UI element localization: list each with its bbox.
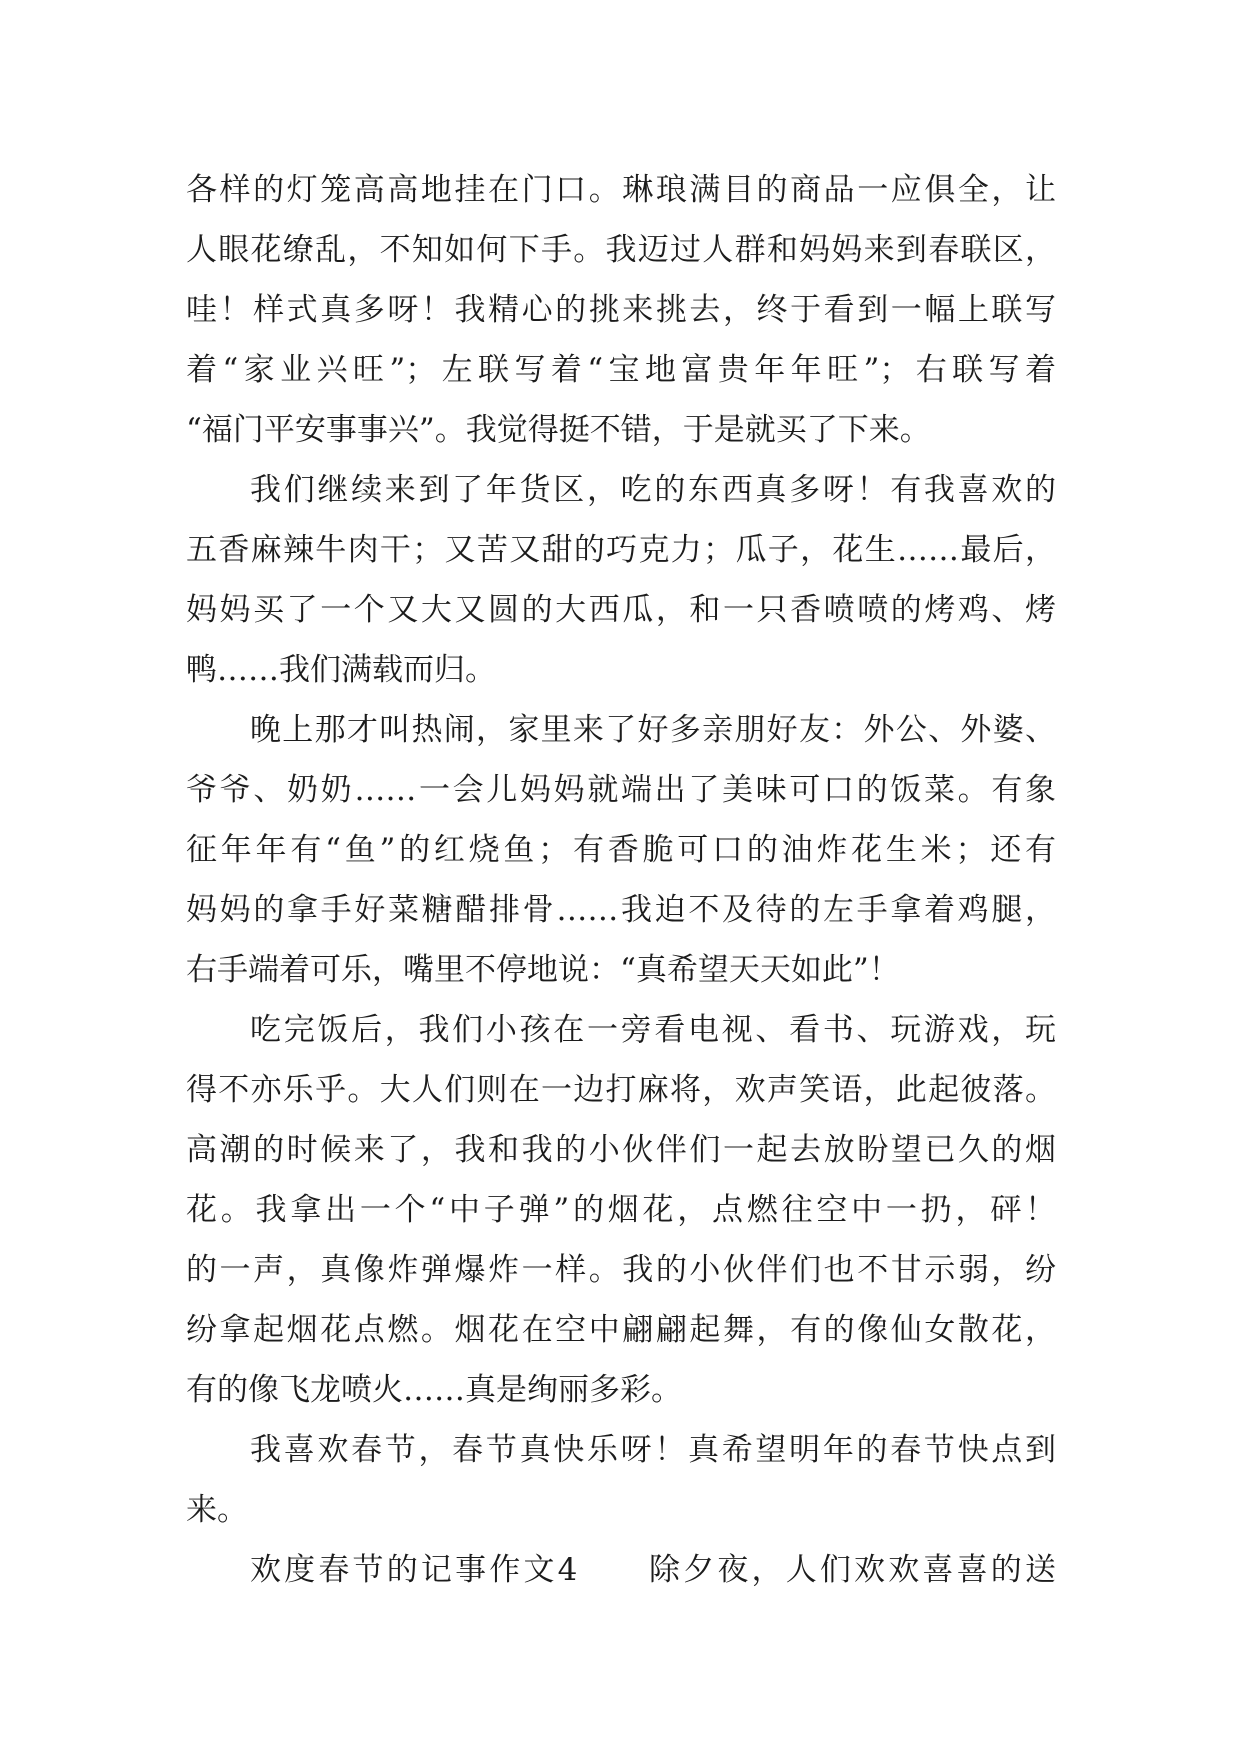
text-line: 着“家业兴旺”；左联写着“宝地富贵年年旺”；右联写着 bbox=[186, 352, 1056, 388]
text-line: 我喜欢春节，春节真快乐呀！真希望明年的春节快点到 bbox=[250, 1432, 1056, 1468]
text-line: 右手端着可乐，嘴里不停地说：“真希望天天如此”！ bbox=[186, 952, 900, 988]
text-line: 吃完饭后，我们小孩在一旁看电视、看书、玩游戏，玩 bbox=[250, 1012, 1056, 1048]
text-line: 五香麻辣牛肉干；又苦又甜的巧克力；瓜子，花生……最后， bbox=[186, 532, 1056, 568]
text-line: 哇！样式真多呀！我精心的挑来挑去，终于看到一幅上联写 bbox=[186, 292, 1056, 328]
text-line: 花。我拿出一个“中子弹”的烟花，点燃往空中一扔，砰！ bbox=[186, 1192, 1056, 1228]
text-line: 鸭……我们满载而归。 bbox=[186, 652, 496, 688]
text-line: 欢度春节的记事作文4 除夕夜，人们欢欢喜喜的送 bbox=[250, 1552, 1056, 1588]
text-line: 有的像飞龙喷火……真是绚丽多彩。 bbox=[186, 1372, 682, 1408]
text-line: 得不亦乐乎。大人们则在一边打麻将，欢声笑语，此起彼落。 bbox=[186, 1072, 1056, 1108]
text-line: 征年年有“鱼”的红烧鱼；有香脆可口的油炸花生米；还有 bbox=[186, 832, 1056, 868]
text-line: 我们继续来到了年货区，吃的东西真多呀！有我喜欢的 bbox=[250, 472, 1056, 508]
essay-body bbox=[186, 160, 1056, 1600]
text-line: 妈妈的拿手好菜糖醋排骨……我迫不及待的左手拿着鸡腿， bbox=[186, 892, 1056, 928]
text-line: 爷爷、奶奶……一会儿妈妈就端出了美味可口的饭菜。有象 bbox=[186, 772, 1056, 808]
text-line: 的一声，真像炸弹爆炸一样。我的小伙伴们也不甘示弱，纷 bbox=[186, 1252, 1056, 1288]
text-line: 纷拿起烟花点燃。烟花在空中翩翩起舞，有的像仙女散花， bbox=[186, 1312, 1056, 1348]
text-line: 各样的灯笼高高地挂在门口。琳琅满目的商品一应俱全，让 bbox=[186, 172, 1056, 208]
text-line: 妈妈买了一个又大又圆的大西瓜，和一只香喷喷的烤鸡、烤 bbox=[186, 592, 1056, 628]
text-line: 高潮的时候来了，我和我的小伙伴们一起去放盼望已久的烟 bbox=[186, 1132, 1056, 1168]
text-line: 来。 bbox=[186, 1492, 248, 1528]
text-line: “福门平安事事兴”。我觉得挺不错，于是就买了下来。 bbox=[186, 412, 931, 448]
text-line: 人眼花缭乱，不知如何下手。我迈过人群和妈妈来到春联区， bbox=[186, 232, 1056, 268]
text-line: 晚上那才叫热闹，家里来了好多亲朋好友：外公、外婆、 bbox=[250, 712, 1056, 748]
